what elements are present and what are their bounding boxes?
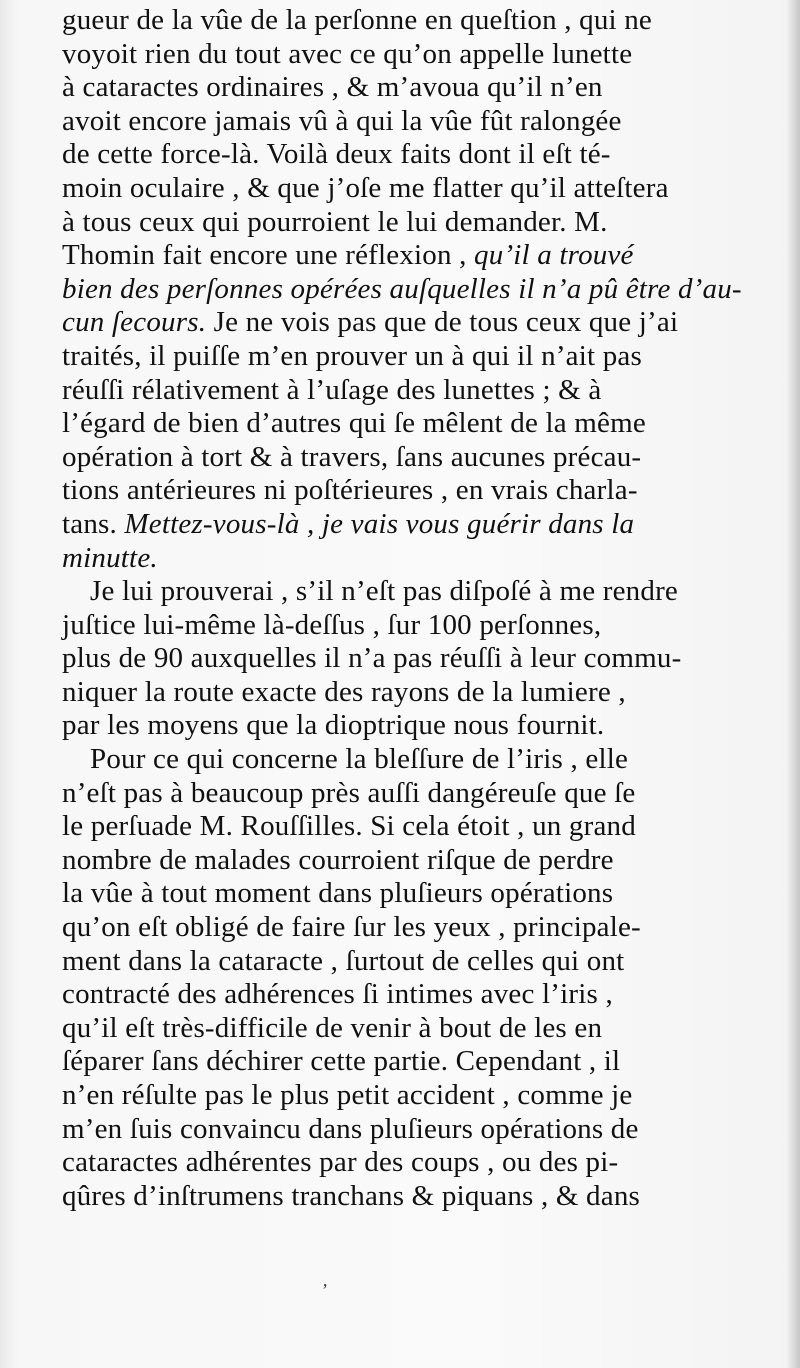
- text-segment: Je ne vois pas que de tous ceux que j’ai: [213, 306, 679, 339]
- text-line: à cataractes ordinaires , & m’avoua qu’il n’en: [62, 71, 603, 104]
- text-line: à tous ceux qui pourroient le lui demander. M.: [62, 205, 608, 238]
- page-text: [62, 4, 748, 1213]
- text-line: avoit encore jamais vû à qui la vûe fût ralongée: [62, 104, 622, 137]
- text-line: n’en réſulte pas le plus petit accident , comme je: [62, 1079, 633, 1111]
- text-line: par les moyens que la dioptrique nous fournit.: [62, 709, 605, 742]
- italic-text-segment: cun ſecours.: [62, 306, 214, 339]
- text-line: juſtice lui-même là-deſſus , ſur 100 perſonnes,: [62, 608, 602, 641]
- text-line: niquer la route exacte des rayons de la lumiere ,: [62, 675, 626, 708]
- text-line: contracté des adhérences ſi intimes avec l’iris ,: [62, 978, 613, 1011]
- text-line: tions antérieures ni poſtérieures , en vrais charla-: [62, 474, 638, 507]
- text-line: cataractes adhérentes par des coups , ou des pi-: [62, 1146, 619, 1179]
- italic-text-segment: qu’il a trouvé: [474, 239, 634, 272]
- text-line: m’en ſuis convaincu dans pluſieurs opérations de: [62, 1112, 639, 1145]
- text-line: [62, 306, 748, 340]
- text-line: opération à tort & à travers, ſans aucunes précau-: [62, 440, 642, 473]
- text-line: gueur de la vûe de la perſonne en queſtion , qui ne: [62, 4, 653, 36]
- text-line: Je lui prouverai , s’il n’eſt pas diſpoſé à me rendre: [90, 575, 678, 608]
- text-line: voyoit rien du tout avec ce qu’on appelle lunette: [62, 37, 633, 70]
- text-line: [62, 508, 748, 542]
- text-line: nombre de malades courroient riſque de perdre: [62, 843, 614, 876]
- text-line: ſéparer ſans déchirer cette partie. Cependant , il: [62, 1045, 621, 1078]
- text-line: ment dans la cataracte , ſurtout de celles qui ont: [62, 944, 625, 977]
- text-line: bien des perſonnes opérées auſquelles il n’a pû être d’au-: [62, 272, 742, 305]
- text-line: n’eſt pas à beaucoup près auſſi dangéreuſe que ſe: [62, 776, 636, 809]
- footer-mark: ’: [322, 1280, 328, 1300]
- text-line: minutte.: [62, 541, 158, 574]
- text-line: traités, il puiſſe m’en prouver un à qui il n’ait pas: [62, 339, 642, 372]
- text-line: [62, 239, 748, 273]
- text-line: Pour ce qui concerne la bleſſure de l’iris , elle: [90, 743, 629, 776]
- text-line: moin oculaire , & que j’oſe me flatter qu’il atteſtera: [62, 171, 669, 204]
- text-segment: Thomin fait encore une réflexion ,: [62, 239, 475, 272]
- text-line: qûres d’inſtrumens tranchans & piquans , & dans: [62, 1179, 641, 1212]
- italic-text-segment: Mettez-vous-là , je vais vous guérir dans la: [124, 507, 635, 540]
- text-line: qu’il eſt très-difficile de venir à bout de les en: [62, 1011, 603, 1044]
- text-segment: tans.: [62, 507, 125, 540]
- text-line: réuſſi rélativement à l’uſage des lunettes ; & à: [62, 373, 602, 406]
- text-line: qu’on eſt obligé de faire ſur les yeux , principale-: [62, 911, 641, 944]
- text-line: l’égard de bien d’autres qui ſe mêlent de la même: [62, 407, 646, 440]
- text-line: de cette force-là. Voilà deux faits dont il eſt té-: [62, 138, 611, 171]
- text-line: le perſuade M. Rouſſilles. Si cela étoit , un grand: [62, 810, 636, 843]
- text-line: la vûe à tout moment dans pluſieurs opérations: [62, 877, 614, 910]
- text-line: plus de 90 auxquelles il n’a pas réuſſi à leur commu-: [62, 642, 682, 675]
